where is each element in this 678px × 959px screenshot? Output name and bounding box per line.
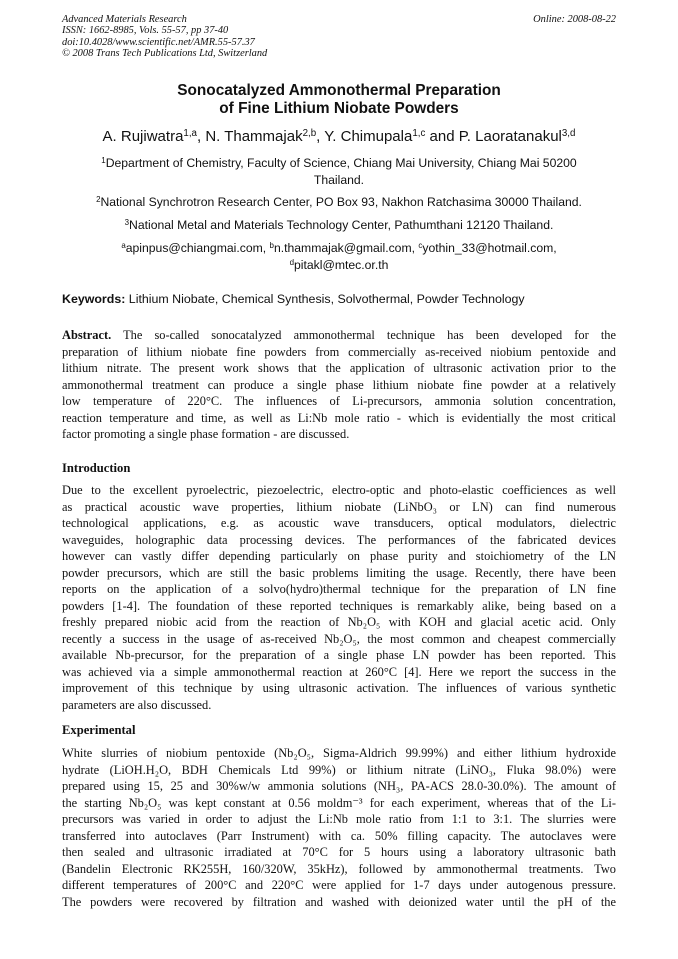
intro-line: as practical acoustic wave properties, lithium niobate (LiNbO₃ or LN) can find numerous <box>62 499 616 514</box>
exp-line: (Bandelin Electronic RK255H, 160/320W, 35kHz), followed by ammonothermal treatments. Two <box>62 861 616 876</box>
journal-copyright: © 2008 Trans Tech Publications Ltd, Switzerland <box>62 48 268 60</box>
paper-title <box>62 82 616 118</box>
title-line-2: of Fine Lithium Niobate Powders <box>219 100 459 117</box>
section-heading-experimental: Experimental <box>62 723 136 737</box>
introduction-text <box>62 482 616 713</box>
author-name: P. Laoratanakul <box>458 128 562 145</box>
abstract-line: reaction temperature and time, as well as Li:Nb mole ratio - which is evidentially the most critical <box>62 410 616 425</box>
intro-line: improvement of this technique by using ultrasonic activation. The influences of various synthetic <box>62 681 616 695</box>
intro-line: available Nb-precursor, for the preparation of a single phase LN powder has been reported. This <box>62 648 616 662</box>
abstract-line: lithium nitrate. The present work shows that the application of ultrasonic activation prior to the <box>62 361 616 375</box>
abstract-label: Abstract. <box>62 328 112 342</box>
journal-doi: doi:10.4028/www.scientific.net/AMR.55-57.37 <box>62 36 255 48</box>
intro-line: technological applications, e.g. as acoustic wave transducers, optical modulators, dielectric <box>62 516 616 530</box>
author-sup: 1,c <box>412 128 426 140</box>
keywords-text: Lithium Niobate, Chemical Synthesis, Solvothermal, Powder Technology <box>125 292 525 306</box>
intro-line: powder precursors, which are still the basic problems limiting the usage. Recently, there have been <box>62 565 616 580</box>
author-sup: 3,d <box>561 128 576 140</box>
email-link[interactable]: apinpus@chiangmai.com, <box>125 241 270 255</box>
intro-line: was achieved via a simple ammonothermal reaction at 260°C [4]. Here we report the success in the <box>62 664 616 679</box>
abstract-line: ammonothermal treatment can produce a single phase lithium niobate fine powder at a relatively <box>62 377 616 392</box>
affiliation-3: $^3$National Metal and Materials Technology Center, Pathumthani 12120 Thailand. <box>124 218 554 232</box>
journal-issn: ISSN: 1662-8985, Vols. 55-57, pp 37-40 <box>62 25 229 37</box>
intro-line: however can vastly differ depending particularly on phase purity and stoichiometry of the LN <box>62 549 616 563</box>
intro-line: reports on the application of a solvo(hydro)thermal technique for the preparation of LN fine <box>62 582 616 596</box>
author-name: A. Rujiwatra <box>102 128 184 145</box>
abstract-line: low temperature of 220°C. The influences of Li-precursors, ammonia solution concentration, <box>62 394 616 408</box>
intro-line: freshly prepared niobic acid from the reaction of Nb₂O₅ with KOH and glacial acetic acid. Only <box>62 615 616 629</box>
exp-line: transferred into autoclaves (Parr Instrument) with ca. 50% filling capacity. The autoclaves were <box>62 828 616 843</box>
author-sup: 2,b <box>302 128 317 140</box>
exp-line: The powders were recovered by filtration and washed with deionized water until the pH of the <box>62 894 616 909</box>
email-link[interactable]: yothin_33@hotmail.com, <box>422 241 557 255</box>
exp-line: prepared using 15, 25 and 30%w/w ammonia solutions (NH₃, PA-ACS 28.0-30.0%). The amount of <box>62 779 616 793</box>
exp-line: hydrate (LiOH.H₂O, BDH Chemicals Ltd 99%) or lithium nitrate (LiNO₃, Fluka 98.0%) were <box>62 762 616 777</box>
affiliation-1: $^1$Department of Chemistry, Faculty of Science, Chiang Mai University, Chiang Mai 50200 Thailand. <box>101 156 577 187</box>
author-sup: 1,a <box>183 128 197 140</box>
author-name: N. Thammajak <box>205 128 303 145</box>
exp-line: then sealed and ultrasonic irradiated at 70°C for 5 hours using a laboratory ultrasonic bath <box>62 845 616 859</box>
intro-line: Due to the excellent pyroelectric, piezoelectric, electro-optic and photo-elastic coefficiences as well <box>62 483 616 497</box>
keywords-label: Keywords: <box>62 292 126 306</box>
abstract-line: factor promoting a single phase formation - are discussed. <box>62 427 350 441</box>
exp-line: the starting Nb₂O₅ was kept constant at 0.56 moldm⁻³ for each experiment, whereas that of the Li- <box>62 795 616 810</box>
email-link[interactable]: n.thammajak@gmail.com, <box>273 241 419 255</box>
abstract: Abstract. The so-called sonocatalyzed ammonothermal technique has been developed for the preparation of lithium niobate fine powders from commercially as-received niobium pentoxide and lithium nitrate. The present work shows that the application of ultrasonic activation prior to the ammonothermal treatment can produce a single phase lithium niobate fine powder at a relatively low temperature of 220°C. The influences of Li-precursors, ammonia solution concentration, reaction temperature and time, as well as Li:Nb mole ratio - which is evidentially the most critical factor promoting a single phase formation - are discussed. <box>62 328 616 441</box>
online-date: Online: 2008-08-22 <box>533 14 616 25</box>
exp-line: different temperatures of 200°C and 220°C were applied for 1-7 days under autogenous pressure. <box>62 878 616 892</box>
author-list: A. Rujiwatra$^{1,a}$, N. Thammajak$^{2,b}$, Y. Chimupala$^{1,c}$ and P. Laoratanakul$^{3,d}$ <box>102 128 576 145</box>
journal-header <box>62 14 392 60</box>
keywords <box>62 291 616 307</box>
intro-line: recently a success in the usage of as-received Nb₂O₅, the most common and cheapest commercially <box>62 631 616 646</box>
affiliation-2: $^2$National Synchrotron Research Center, PO Box 93, Nakhon Ratchasima 30000 Thailand. <box>96 195 582 209</box>
abstract-line: preparation of lithium niobate fine powders from commercially as-received niobium pentoxide and <box>62 344 616 359</box>
author-name: Y. Chimupala <box>324 128 413 145</box>
journal-name: Advanced Materials Research <box>62 14 187 25</box>
intro-line: powders [1-4]. The foundation of these reported techniques is remarkably alike, being based on a <box>62 598 616 613</box>
intro-line: parameters are also discussed. <box>62 697 212 712</box>
exp-line: White slurries of niobium pentoxide (Nb₂O₅, Sigma-Aldrich 99.99%) and either lithium hydroxide <box>62 746 616 760</box>
exp-line: precursors was varied in order to adjust the Li:Nb mole ratio from 1:1 to 3:1. The slurries were <box>62 812 616 826</box>
intro-line: waveguides, holographic data processing devices. The performances of the fabricated devices <box>62 532 616 547</box>
title-line-1: Sonocatalyzed Ammonothermal Preparation <box>177 82 501 99</box>
section-heading-introduction: Introduction <box>62 461 131 475</box>
author-emails: $^a$apinpus@chiangmai.com, $^b$n.thammajak@gmail.com, $^c$yothin_33@hotmail.com, $^d$pitakl@mtec.or.th <box>121 241 557 272</box>
email-link[interactable]: pitakl@mtec.or.th <box>294 258 389 272</box>
experimental-text <box>62 745 616 910</box>
